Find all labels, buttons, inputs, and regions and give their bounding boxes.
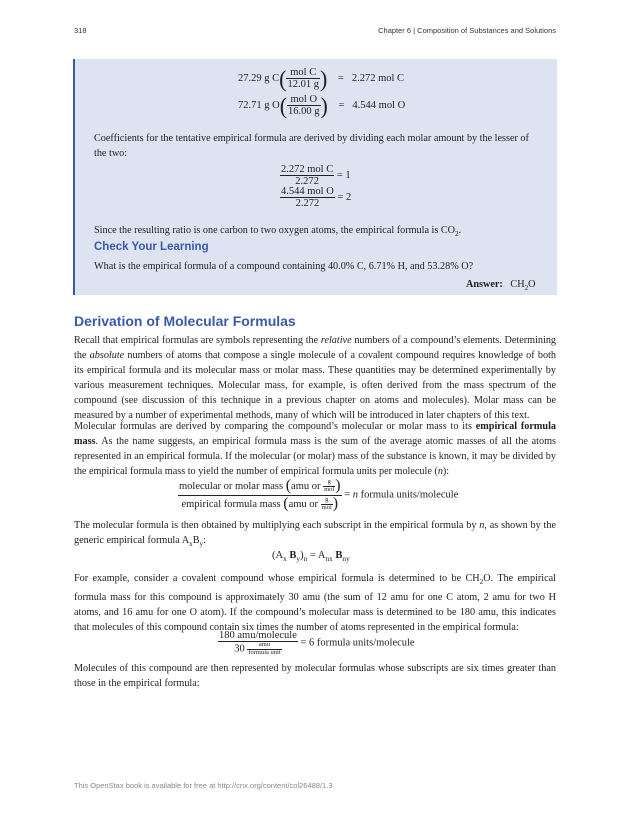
ratio-carbon: $\frac{\text{2.272 mol C}}{2.272}$ = 1 bbox=[281, 164, 351, 188]
check-question: What is the empirical formula of a compound containing 40.0% C, 6.71% H, and 53.28% O? bbox=[94, 261, 474, 272]
paragraph-molecular-formulas: Molecular formulas are derived by comparing the compound’s molecular or molar mass to its empirical formula mass. As the name suggests, an empirical formula mass is the sum of the average atomic masses of all the atoms represented in an empirical formula. If the molecular (or molar) mass of the substance is known, it may be divided by the empirical formula mass to yield the number of empirical formula units per molecule (n): bbox=[74, 421, 556, 477]
footer-note: This OpenStax book is available for free at http://cnx.org/content/col26488/1.3 bbox=[74, 781, 333, 790]
running-header: Chapter 6 | Composition of Substances and Solutions bbox=[378, 26, 556, 35]
paragraph-recall: Recall that empirical formulas are symbols representing the relative numbers of a compound’s elements. Determining the absolute numbers of atoms that compose a single molecule of a covalent compound requires knowledge of both its empirical formula and its molecular mass or molar mass. These quantities may be determined experimentally by various measurement techniques. Molecular mass, for example, is often derived from the mass spectrum of the compound (see discussion of this technique in a previous chapter on atoms and molecules). Molar mass can be measured by a number of experimental methods, many of which will be introduced in later chapters of this text. bbox=[74, 335, 557, 421]
coefficients-paragraph: Coefficients for the tentative empirical formula are derived by dividing each molar amount by the lesser of the two: bbox=[94, 133, 529, 159]
six-units-equation: 180 amu/molecule 30 $\frac{\text{amu}}{\text{formula unit}}$ = 6 formula units/molecule bbox=[219, 630, 415, 656]
paragraph-six-times: Molecules of this compound are then represented by molecular formulas whose subscripts are six times greater than those in the empirical formula: bbox=[74, 663, 556, 689]
result-paragraph: Since the resulting ratio is one carbon to two oxygen atoms, the empirical formula is $CO_2$. bbox=[94, 225, 462, 239]
generic-formula-equation: ($A_x$ $B_y)_n = A_{nx}$ $B_{ny}$ bbox=[272, 550, 350, 564]
formula-units-equation: molecular or molar mass (amu or $\frac{g}{\text{mol}}$ ) empirical formula mass (amu or $\frac{g}{\text{mol}}$ ) = n formula units/molecule bbox=[179, 477, 459, 512]
paragraph-multiply: The molecular formula is then obtained by multiplying each subscript in the empirical formula by n, as shown by the generic empirical formula $A_xB_y$: bbox=[74, 520, 556, 549]
ratio-oxygen: $\frac{\text{4.544 mol O}}{2.272}$ = 2 bbox=[281, 186, 352, 210]
mole-equation-oxygen: 72.71 g O( $\frac{\text{mol O}}{16.00 g}$ ) = 4.544 mol O bbox=[238, 91, 406, 119]
mole-equation-carbon: 27.29 g C( $\frac{\text{mol C}}{12.01 g}$ ) = 2.272 mol C bbox=[238, 64, 405, 92]
page-number: 318 bbox=[74, 26, 87, 35]
answer: Answer: $CH_2O$ bbox=[466, 279, 536, 293]
paragraph-example: For example, consider a covalent compound whose empirical formula is determined to be $CH_2O$. The empirical formula mass for this compound is approximately 30 amu (the sum of 12 amu for one C atom, 2 amu for two H atoms, and 16 amu for one O atom). If the compound’s molecular mass is determined to be 180 amu, this indicates that molecules of this compound contain six times the number of atoms represented in the empirical formula: bbox=[74, 573, 557, 634]
check-your-learning-heading: Check Your Learning bbox=[94, 241, 209, 253]
section-heading: Derivation of Molecular Formulas bbox=[74, 313, 296, 329]
